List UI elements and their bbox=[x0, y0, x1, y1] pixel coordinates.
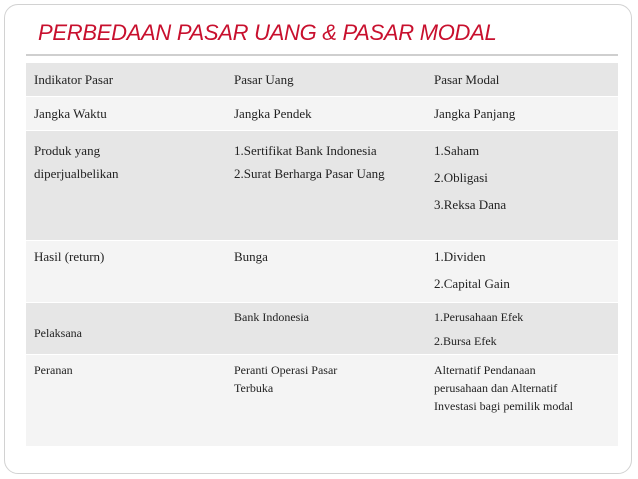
row-label-produk-line2: diperjualbelikan bbox=[34, 166, 119, 181]
list-item bbox=[434, 243, 612, 270]
cell-modal-peranan bbox=[426, 361, 618, 446]
list-text: Capital Gain bbox=[443, 276, 510, 291]
title-divider bbox=[26, 54, 618, 56]
cell-uang-peranan-line1: Peranti Operasi Pasar bbox=[234, 363, 338, 377]
cell-modal-peranan-line3: Investasi bagi pemilik modal bbox=[434, 399, 573, 413]
list-text: Surat Berharga Pasar Uang bbox=[243, 166, 385, 181]
row-label-produk bbox=[26, 139, 226, 240]
list-item bbox=[434, 270, 612, 297]
list-item bbox=[434, 137, 612, 164]
list-number: 3. bbox=[434, 197, 444, 212]
table-header-row bbox=[26, 63, 618, 97]
header-pasar-uang: Pasar Uang bbox=[234, 71, 294, 87]
table-row-jangka-waktu bbox=[26, 97, 618, 131]
list-item bbox=[434, 305, 612, 329]
row-label-hasil: Hasil (return) bbox=[34, 249, 105, 264]
row-label-jangka-waktu: Jangka Waktu bbox=[34, 105, 107, 121]
list-item bbox=[234, 139, 424, 162]
table-row-peranan bbox=[26, 355, 618, 447]
list-text: Obligasi bbox=[443, 170, 488, 185]
cell-modal-produk bbox=[426, 139, 618, 240]
list-number: 1. bbox=[234, 143, 244, 158]
cell-uang-peranan-line2: Terbuka bbox=[234, 381, 274, 395]
list-text: Perusahaan Efek bbox=[443, 310, 524, 324]
header-indikator-pasar: Indikator Pasar bbox=[34, 71, 114, 87]
header-pasar-modal: Pasar Modal bbox=[434, 71, 500, 87]
cell-uang-jangka-waktu: Jangka Pendek bbox=[234, 105, 312, 121]
list-number: 2. bbox=[234, 166, 244, 181]
row-label-pelaksana: Pelaksana bbox=[34, 326, 82, 340]
list-number: 2. bbox=[434, 276, 444, 291]
list-item bbox=[434, 164, 612, 191]
cell-uang-peranan bbox=[226, 361, 426, 446]
row-label-peranan: Peranan bbox=[34, 363, 73, 377]
cell-modal-hasil bbox=[426, 243, 618, 302]
table-row-produk bbox=[26, 131, 618, 241]
cell-uang-pelaksana: Bank Indonesia bbox=[234, 310, 309, 324]
cell-modal-peranan-line2: perusahaan dan Alternatif bbox=[434, 381, 558, 395]
table-row-hasil bbox=[26, 241, 618, 303]
comparison-table bbox=[26, 63, 618, 447]
list-number: 2. bbox=[434, 170, 444, 185]
cell-modal-peranan-line1: Alternatif Pendanaan bbox=[434, 363, 536, 377]
list-text: Reksa Dana bbox=[443, 197, 507, 212]
list-number: 1. bbox=[434, 143, 444, 158]
table-row-pelaksana bbox=[26, 303, 618, 355]
list-item bbox=[434, 329, 612, 353]
slide-title: PERBEDAAN PASAR UANG & PASAR MODAL bbox=[38, 20, 497, 45]
list-number: 1. bbox=[434, 310, 443, 324]
cell-modal-jangka-waktu: Jangka Panjang bbox=[434, 105, 516, 121]
list-text: Dividen bbox=[443, 249, 486, 264]
list-text: Saham bbox=[443, 143, 480, 158]
list-text: Bursa Efek bbox=[443, 334, 497, 348]
list-item bbox=[234, 164, 424, 184]
cell-uang-produk bbox=[226, 139, 426, 240]
list-number: 1. bbox=[434, 249, 444, 264]
list-text: Sertifikat Bank Indonesia bbox=[243, 143, 377, 158]
cell-uang-hasil: Bunga bbox=[234, 249, 268, 264]
cell-modal-pelaksana bbox=[426, 305, 618, 354]
row-label-produk-line1: Produk yang bbox=[34, 143, 101, 158]
list-item bbox=[434, 191, 612, 218]
list-number: 2. bbox=[434, 334, 443, 348]
